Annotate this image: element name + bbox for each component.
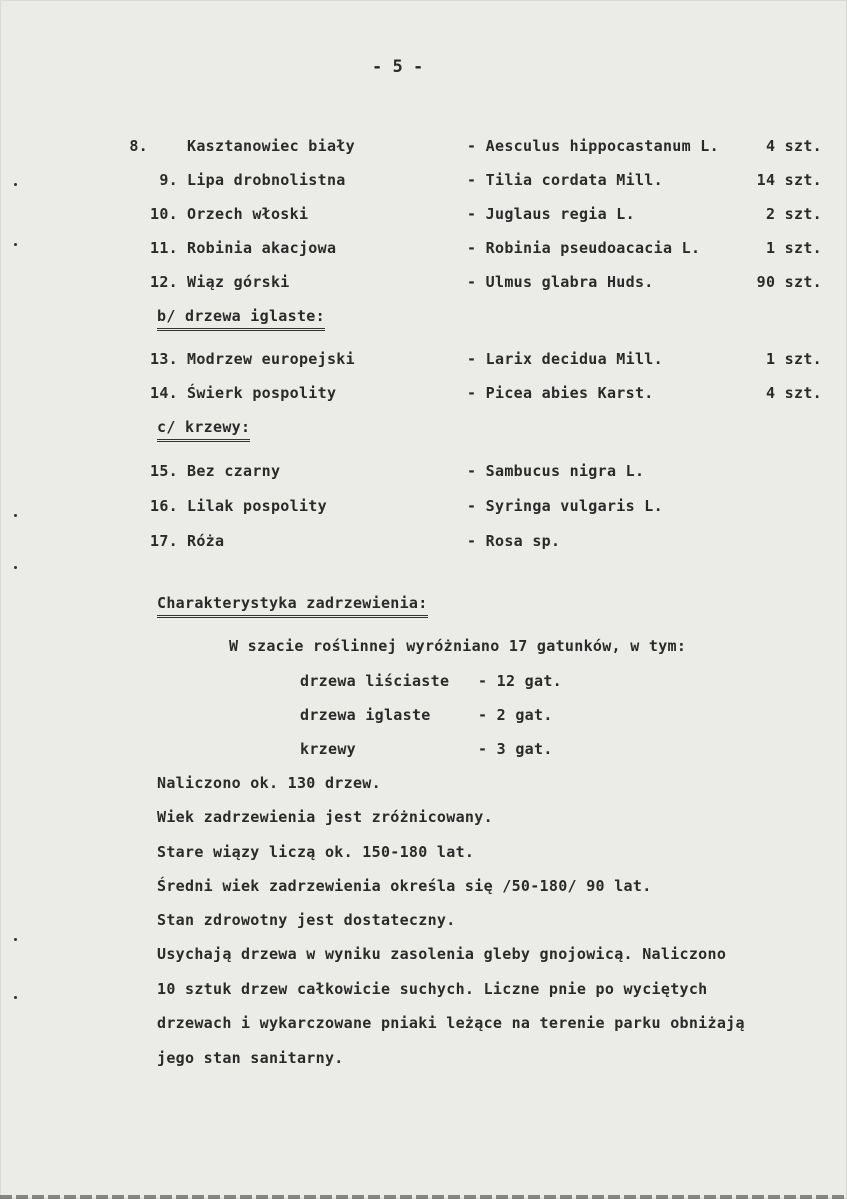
count: 4 szt. [766, 384, 822, 402]
latin-name: - Syringa vulgaris L. [467, 497, 663, 515]
count: 2 szt. [766, 205, 822, 223]
latin-name: - Juglaus regia L. [467, 205, 635, 223]
count: 90 szt. [756, 273, 822, 291]
scan-speck [14, 514, 17, 517]
polish-name: Lipa drobnolistna [187, 171, 346, 189]
page-number: - 5 - [372, 57, 424, 77]
polish-name: Wiąz górski [187, 273, 290, 291]
latin-name: - Rosa sp. [467, 532, 561, 550]
scan-speck [14, 938, 17, 941]
polish-name: Bez czarny [187, 462, 281, 480]
count: 4 szt. [766, 137, 822, 155]
item-number: 13. [150, 350, 178, 368]
summary-intro: W szacie roślinnej wyróżniano 17 gatunków, w tym: [229, 637, 687, 655]
paragraph-line: Stare wiązy liczą ok. 150-180 lat. [157, 843, 475, 861]
item-number: 8. [129, 137, 148, 155]
scan-speck [14, 996, 17, 999]
polish-name: Robinia akacjowa [187, 239, 337, 257]
scan-speck [14, 243, 17, 246]
paragraph-line: Usychają drzewa w wyniku zasolenia gleby gnojowicą. Naliczono [157, 945, 727, 963]
paragraph-line: Wiek zadrzewienia jest zróżnicowany. [157, 808, 493, 826]
polish-name: Kasztanowiec biały [187, 137, 355, 155]
paragraph-line: 10 sztuk drzew całkowicie suchych. Liczne pnie po wyciętych [157, 980, 708, 998]
latin-name: - Ulmus glabra Huds. [467, 273, 654, 291]
characteristics-heading: Charakterystyka zadrzewienia: [157, 594, 428, 618]
latin-name: - Robinia pseudoacacia L. [467, 239, 701, 257]
latin-name: - Sambucus nigra L. [467, 462, 645, 480]
polish-name: Świerk pospolity [187, 384, 337, 402]
latin-name: - Larix decidua Mill. [467, 350, 663, 368]
scan-speck [14, 566, 17, 569]
polish-name: Orzech włoski [187, 205, 309, 223]
count: 14 szt. [756, 171, 822, 189]
paragraph-line: Stan zdrowotny jest dostateczny. [157, 911, 456, 929]
section-heading-b: b/ drzewa iglaste: [157, 307, 325, 331]
latin-name: - Aesculus hippocastanum L. [467, 137, 719, 155]
paragraph-line: drzewach i wykarczowane pniaki leżące na terenie parku obniżają [157, 1014, 745, 1032]
paragraph-line: jego stan sanitarny. [157, 1049, 344, 1067]
summary-label: drzewa liściaste [300, 672, 450, 690]
item-number: 11. [150, 239, 178, 257]
paragraph-line: Średni wiek zadrzewienia określa się /50-180/ 90 lat. [157, 877, 652, 895]
summary-label: krzewy [300, 740, 356, 758]
scan-speck [14, 183, 17, 186]
item-number: 9. [159, 171, 178, 189]
summary-label: drzewa iglaste [300, 706, 431, 724]
latin-name: - Tilia cordata Mill. [467, 171, 663, 189]
item-number: 14. [150, 384, 178, 402]
summary-value: - 3 gat. [478, 740, 553, 758]
latin-name: - Picea abies Karst. [467, 384, 654, 402]
paragraph-line: Naliczono ok. 130 drzew. [157, 774, 381, 792]
item-number: 15. [150, 462, 178, 480]
item-number: 12. [150, 273, 178, 291]
item-number: 16. [150, 497, 178, 515]
count: 1 szt. [766, 350, 822, 368]
count: 1 szt. [766, 239, 822, 257]
item-number: 17. [150, 532, 178, 550]
item-number: 10. [150, 205, 178, 223]
scan-bottom-edge [0, 1195, 847, 1199]
section-heading-c: c/ krzewy: [157, 418, 250, 442]
polish-name: Modrzew europejski [187, 350, 355, 368]
summary-value: - 2 gat. [478, 706, 553, 724]
polish-name: Róża [187, 532, 225, 550]
summary-value: - 12 gat. [478, 672, 562, 690]
polish-name: Lilak pospolity [187, 497, 327, 515]
